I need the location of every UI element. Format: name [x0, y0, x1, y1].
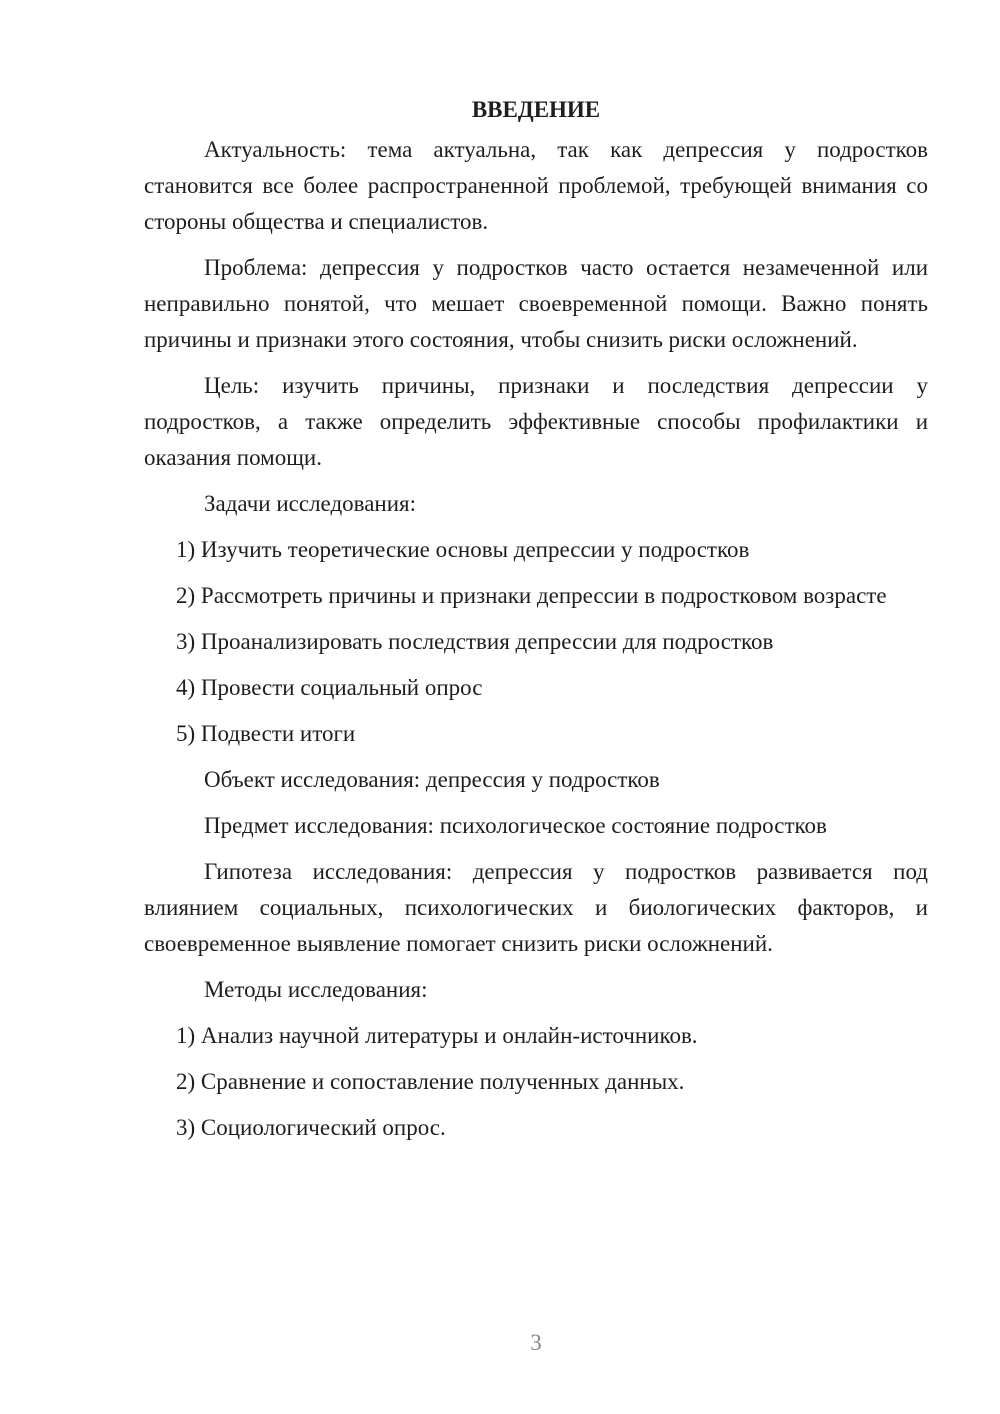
problem-paragraph: Проблема: депрессия у подростков часто остается незамеченной или неправильно понятой, что мешает своевременной помощи. Важно понять причины и признаки этого состояния, чтобы снизить риски осложнений. — [144, 255, 928, 352]
task-item: 2) Рассмотреть причины и признаки депрессии в подростковом возрасте — [176, 583, 887, 608]
page-content — [144, 92, 928, 1156]
method-item: 3) Социологический опрос. — [176, 1115, 446, 1140]
method-item: 2) Сравнение и сопоставление полученных данных. — [176, 1069, 685, 1094]
relevance-paragraph: Актуальность: тема актуальна, так как депрессия у подростков становится все более распространенной проблемой, требующей внимания со стороны общества и специалистов. — [144, 137, 928, 234]
section-title: ВВЕДЕНИЕ — [471, 97, 601, 122]
method-item: 1) Анализ научной литературы и онлайн-источников. — [176, 1023, 698, 1048]
task-item: 3) Проанализировать последствия депрессии для подростков — [176, 629, 774, 654]
tasks-heading: Задачи исследования: — [204, 491, 417, 516]
methods-heading: Методы исследования: — [204, 977, 428, 1002]
goal-paragraph: Цель: изучить причины, признаки и последствия депрессии у подростков, а также определить эффективные способы профилактики и оказания помощи. — [144, 373, 928, 470]
page-number: 3 — [530, 1330, 542, 1355]
task-item: 1) Изучить теоретические основы депрессии у подростков — [176, 537, 750, 562]
subject-paragraph: Предмет исследования: психологическое состояние подростков — [204, 813, 827, 838]
task-item: 5) Подвести итоги — [176, 721, 356, 746]
task-item: 4) Провести социальный опрос — [176, 675, 483, 700]
hypothesis-paragraph: Гипотеза исследования: депрессия у подростков развивается под влиянием социальных, психологических и биологических факторов, и своевременное выявление помогает снизить риски осложнений. — [144, 859, 928, 956]
object-paragraph: Объект исследования: депрессия у подростков — [204, 767, 660, 792]
